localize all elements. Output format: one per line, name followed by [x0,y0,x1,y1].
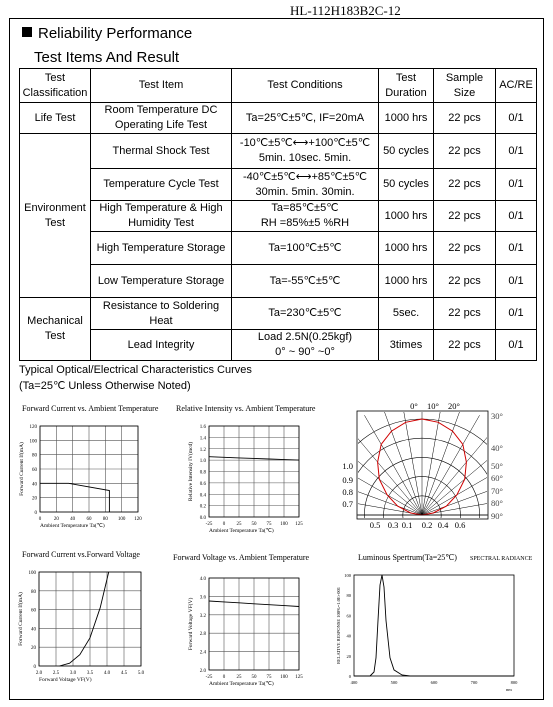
cell-duration: 1000 hrs [379,201,434,232]
cell-acre: 0/1 [496,103,537,134]
x-tick-label: 75 [266,522,272,527]
y-axis-label: Relative Intensity IV(mcd) [188,441,194,502]
cell-duration: 1000 hrs [379,265,434,298]
y-axis-label: Forward Current If(mA) [19,442,25,496]
cell-conditions: Ta=25℃±5℃, IF=20mA [232,103,379,134]
series-line [354,575,514,676]
angle-label-top: 0° [410,401,418,411]
y-axis-label: RELATIVE RESPONSE 100%=1.0E+001 [336,587,341,664]
x-tick-label: -25 [205,522,213,527]
y-tick-label: 4.0 [199,577,206,582]
cell-duration: 1000 hrs [379,232,434,265]
x-tick-label: 50 [251,522,257,527]
y-tick-label: 1.6 [199,425,206,430]
x-tick-label: 100 [280,522,288,527]
angle-label-right: 40° [491,443,503,453]
y-tick-label: 0.8 [199,470,206,476]
cell-item: Thermal Shock Test [91,134,232,169]
chart5-title: Forward Voltage vs. Ambient Temperature [173,553,310,562]
x-tick-label: 0 [38,517,42,522]
chart2-title: Relative Intensity vs. Ambient Temperature [176,404,316,413]
cell-duration: 50 cycles [379,169,434,201]
cell-sample: 22 pcs [434,330,496,361]
y-tick-label: 1.0 [199,459,206,465]
cell-acre: 0/1 [496,330,537,361]
cell-duration: 50 cycles [379,134,434,169]
bottom-label: 0.5 [369,520,381,530]
y-tick-label: 40 [346,633,351,639]
header-sample: Sample Size [434,69,496,103]
curves-title: Typical Optical/Electrical Characteristics Curves [19,364,252,376]
y-tick-label: 0.6 [199,481,206,487]
cell-sample: 22 pcs [434,103,496,134]
cell-duration: 5sec. [379,298,434,330]
header-item: Test Item [91,69,232,103]
cell-sample: 22 pcs [434,201,496,232]
cell-item: Temperature Cycle Test [91,169,232,201]
x-tick-label: 4.5 [120,671,128,676]
x-tick-label: 4.0 [103,671,111,676]
cell-acre: 0/1 [496,169,537,201]
cell-sample: 22 pcs [434,169,496,201]
x-tick-label: 2.5 [52,671,60,676]
cell-duration: 3times [379,330,434,361]
cell-conditions: Ta=230℃±5℃ [232,298,379,330]
x-tick-label: 20 [53,517,59,522]
y-tick-label: 1.2 [199,447,206,453]
y-tick-label: 3.2 [199,613,206,619]
cell-duration: 1000 hrs [379,103,434,134]
x-axis-label: Ambient Temperature Ta(℃) [209,528,274,534]
y-tick-label: 120 [29,425,37,430]
y-tick-label: 60 [32,468,37,473]
x-axis-label: Forward Voltage VF(V) [39,677,92,683]
radial-label-left: 0.7 [342,499,353,509]
cell-acre: 0/1 [496,265,537,298]
cell-conditions: Ta=-55℃±5℃ [232,265,379,298]
cell-conditions: Ta=100℃±5℃ [232,232,379,265]
y-tick-label: 2.0 [199,669,206,674]
angle-label-right: 70° [491,486,503,496]
header-duration: Test Duration [379,69,434,103]
bottom-label: 0.1 [401,520,413,530]
cell-acre: 0/1 [496,298,537,330]
y-tick-label: 20 [31,646,36,652]
y-tick-label: 0 [34,511,37,516]
x-tick-label: 5.0 [137,671,145,676]
y-tick-label: 40 [32,482,37,488]
x-axis-label: Ambient Temperature Ta(℃) [40,523,105,529]
x-tick-label: 100 [117,517,126,522]
y-tick-label: 20 [32,496,37,502]
cell-conditions: Load 2.5N(0.25kgf) 0° ~ 90° ~0° [232,330,379,361]
header-acre: AC/RE [496,69,537,103]
group-environment: Environment Test [20,134,91,298]
x-tick-label: 600 [430,680,438,685]
radial-label-left: 1.0 [342,461,353,471]
section-title: Reliability Performance [22,25,192,42]
x-tick-label: 50 [251,675,257,680]
cell-conditions: -40℃±5℃⟷+85℃±5℃ 30min. 5min. 30min. [232,169,379,201]
x-tick-label: 500 [390,680,398,685]
cell-conditions: Ta=85℃±5℃ RH =85%±5 %RH [232,201,379,232]
group-life: Life Test [20,103,91,134]
x-tick-label: 25 [236,675,242,680]
y-tick-label: 0 [348,674,351,679]
bottom-label: 0.4 [437,520,449,530]
cell-item: High Temperature Storage [91,232,232,265]
x-tick-label: 400 [350,680,358,685]
x-tick-label: 125 [295,522,303,527]
x-tick-label: 40 [70,517,76,522]
y-tick-label: 2.8 [199,632,206,638]
y-tick-label: 60 [31,608,36,614]
y-tick-label: 0.0 [199,516,206,521]
cell-item: Room Temperature DC Operating Life Test [91,103,232,134]
x-tick-label: 0 [222,522,226,527]
angle-label-right: 60° [491,473,503,483]
x-tick-label: 0 [222,675,226,680]
x-tick-label: 125 [295,675,303,680]
cell-sample: 22 pcs [434,298,496,330]
x-axis-label: Ambient Temperature Ta(℃) [209,681,274,687]
y-axis-label: Forward Voltage VF(V) [188,597,194,651]
cell-sample: 22 pcs [434,232,496,265]
y-tick-label: 100 [29,439,37,445]
y-tick-label: 80 [346,593,351,599]
x-tick-label: 3.0 [69,671,77,676]
y-tick-label: 20 [346,653,351,659]
chart1-title: Forward Current vs. Ambient Temperature [22,404,159,413]
y-tick-label: 0.2 [199,504,206,510]
angle-label-top: 20° [448,401,460,411]
subsection-title: Test Items And Result [34,49,180,66]
angle-label-right: 30° [491,411,503,421]
radial-label-left: 0.9 [342,475,353,485]
y-tick-label: 80 [31,589,36,595]
cell-item: High Temperature & High Humidity Test [91,201,232,232]
angle-label-right: 90° [491,511,503,521]
x-tick-label: 120 [134,517,142,522]
cell-item: Lead Integrity [91,330,232,361]
x-tick-label: 75 [266,675,272,680]
x-tick-label: 80 [102,517,108,522]
y-tick-label: 0.4 [199,493,206,499]
y-tick-label: 40 [31,627,36,633]
y-tick-label: 1.4 [199,436,206,442]
y-tick-label: 80 [32,453,37,459]
angle-label-right: 80° [491,498,503,508]
x-tick-label: 60 [86,517,92,522]
y-tick-label: 100 [344,573,351,578]
y-tick-label: 0 [33,665,36,670]
y-tick-label: 3.6 [199,595,206,601]
x-tick-label: 25 [236,522,242,527]
bottom-label: 0.3 [387,520,399,530]
chart6-title: Luminous Spertrum(Ta=25℃) [358,553,457,562]
y-axis-label: Forward Current If(mA) [18,592,24,646]
x-tick-label: 700 [470,680,478,685]
cell-acre: 0/1 [496,134,537,169]
y-tick-label: 2.4 [199,650,206,656]
radial-label-left: 0.8 [342,487,353,497]
y-tick-label: 100 [28,571,36,576]
y-tick-label: 60 [346,613,351,619]
cell-acre: 0/1 [496,232,537,265]
x-tick-label: 3.5 [86,671,94,676]
cell-sample: 22 pcs [434,134,496,169]
x-tick-label: 800 [510,680,518,685]
group-mechanical: Mechanical Test [20,298,91,361]
cell-item: Resistance to Soldering Heat [91,298,232,330]
chart4-title: Forward Current vs.Forward Voltage [22,550,140,559]
cell-acre: 0/1 [496,201,537,232]
x-tick-label: 2.0 [35,671,43,676]
x-axis-label: nm [506,687,512,692]
curves-note: (Ta=25℃ Unless Otherwise Noted) [19,380,191,392]
bottom-label: 0.6 [454,520,466,530]
angle-label-right: 50° [491,461,503,471]
cell-sample: 22 pcs [434,265,496,298]
chart6-subtitle: SPECTRAL RADIANCE [470,556,533,562]
bottom-label: 0.2 [421,520,433,530]
x-tick-label: -25 [205,675,213,680]
header-classification: Test Classification [20,69,91,103]
header-conditions: Test Conditions [232,69,379,103]
x-tick-label: 100 [280,675,288,680]
part-number: HL-112H183B2C-12 [290,3,401,18]
cell-conditions: -10℃±5℃⟷+100℃±5℃ 5min. 10sec. 5min. [232,134,379,169]
angle-label-top: 10° [427,401,439,411]
cell-item: Low Temperature Storage [91,265,232,298]
